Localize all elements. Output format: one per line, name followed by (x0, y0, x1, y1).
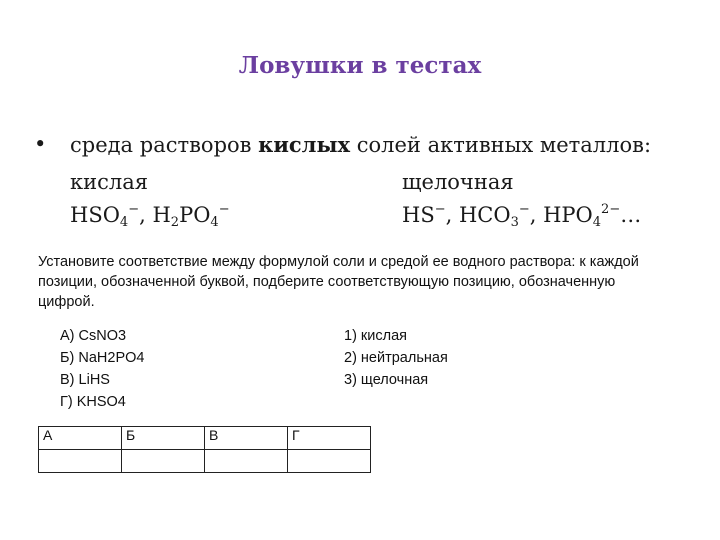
answer-header-b: Б (122, 427, 205, 450)
column-alkaline-heading: щелочная (402, 170, 514, 194)
answer-1: 1) кислая (344, 328, 407, 344)
option-c: В) LiHS (60, 372, 110, 388)
answer-cell-a[interactable] (39, 450, 122, 473)
answer-header-a: А (39, 427, 122, 450)
slide-title: Ловушки в тестах (238, 52, 482, 79)
task-instruction: Установите соответствие между формулой соли и средой ее водного раствора: к каждой позиции, обозначенной буквой, подберите соответствующую позицию, обозначенную цифрой. (38, 254, 639, 310)
option-d: Г) KHSO4 (60, 394, 126, 410)
bullet-intro-bold: кислых (258, 132, 351, 157)
answer-cell-c[interactable] (205, 450, 288, 473)
task-block (38, 252, 678, 410)
answer-header-d: Г (288, 427, 371, 450)
answer-table-header-row (39, 427, 371, 450)
bullet-icon: • (34, 132, 47, 156)
answer-cell-d[interactable] (288, 450, 371, 473)
option-a: А) CsNO3 (60, 328, 127, 344)
answer-table-input-row (39, 450, 371, 473)
answer-3: 3) щелочная (344, 372, 429, 388)
acidic-ions: $HSO_4^-$, $H_2PO_4^-$ (70, 202, 230, 230)
bullet-intro: среда растворов кислых солей активных металлов: (70, 132, 652, 157)
alkaline-ions: HS−, $HCO_3^-$, $HPO_4^{2-}\dots$ (402, 202, 642, 230)
answer-cell-b[interactable] (122, 450, 205, 473)
option-b: Б) NaH2PO4 (60, 350, 145, 366)
answer-2: 2) нейтральная (344, 350, 448, 366)
column-acidic-heading: кислая (70, 170, 148, 194)
answer-table (38, 426, 371, 473)
answer-header-c: В (205, 427, 288, 450)
